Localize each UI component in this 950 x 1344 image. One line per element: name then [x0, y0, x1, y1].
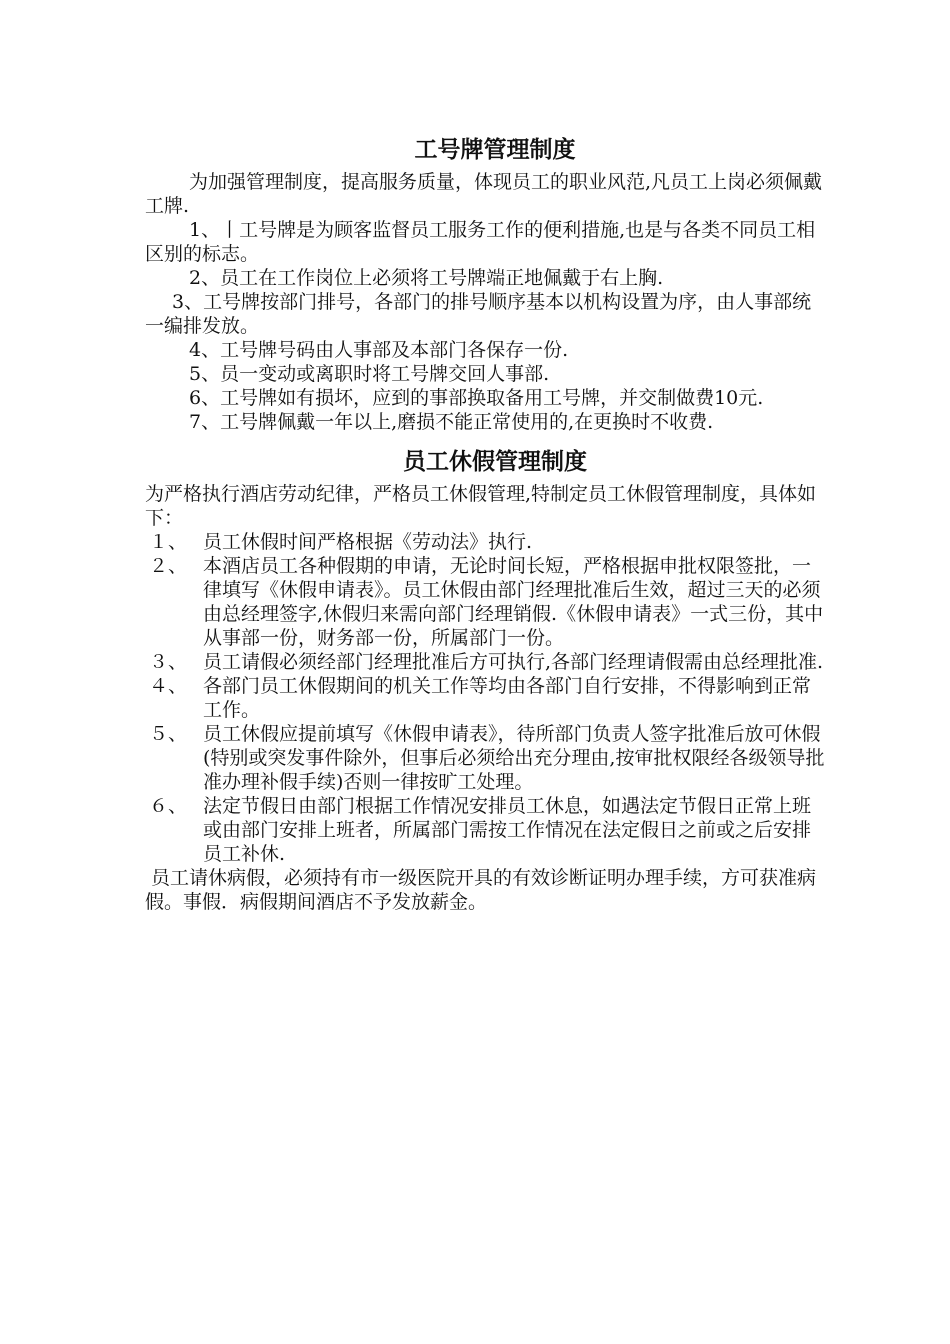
- badge-policy-item-3: 3、工号牌按部门排号，各部门的排号顺序基本以机构设置为序，由人事部统一编排发放。: [145, 291, 812, 337]
- list-item: [145, 530, 825, 554]
- badge-policy-item-5: 5、员一变动或离职时将工号牌交回人事部.: [189, 363, 550, 385]
- badge-policy-title: 工号牌管理制度: [414, 137, 576, 163]
- leave-policy-list: [145, 530, 825, 866]
- leave-policy-intro: 为严格执行酒店劳动纪律，严格员工休假管理,特制定员工休假管理制度，具体如下：: [145, 483, 817, 529]
- badge-policy-item-7: 7、工号牌佩戴一年以上,磨损不能正常使用的,在更换时不收费.: [189, 411, 714, 433]
- list-item: [145, 794, 825, 866]
- list-item-number: ６、: [149, 795, 188, 817]
- leave-policy-closing: 员工请休病假，必须持有市一级医院开具的有效诊断证明办理手续，方可获准病假。事假．病假期间酒店不予发放薪金。: [145, 867, 817, 913]
- leave-policy-title: 员工休假管理制度: [403, 449, 587, 475]
- badge-policy-item-6: 6、工号牌如有损坏，应到的事部换取备用工号牌，并交制做费10元.: [189, 387, 764, 409]
- list-item-text: 法定节假日由部门根据工作情况安排员工休息，如遇法定节假日正常上班或由部门安排上班者，所属部门需按工作情况在法定假日之前或之后安排员工补休.: [203, 795, 812, 865]
- list-item-text: 员工休假时间严格根据《劳动法》执行.: [203, 531, 533, 553]
- list-item: [145, 674, 825, 722]
- list-item-number: ５、: [149, 723, 188, 745]
- document-page: [145, 130, 825, 914]
- list-item-number: ２、: [149, 555, 188, 577]
- list-item-number: ３、: [149, 651, 188, 673]
- list-item: [145, 650, 825, 674]
- badge-policy-item-4: 4、工号牌号码由人事部及本部门各保存一份.: [189, 339, 569, 361]
- list-item-text: 本酒店员工各种假期的申请，无论时间长短，严格根据申批权限签批，一律填写《休假申请表》。员工休假由部门经理批准后生效，超过三天的必须由总经理签字,休假归来需向部门经理销假.《休假申请表》一式三份，其中从事部一份，财务部一份，所属部门一份。: [203, 555, 824, 649]
- list-item: [145, 554, 825, 650]
- list-item-text: 员工休假应提前填写《休假申请表》，待所部门负责人签字批准后放可休假(特别或突发事件除外，但事后必须给出充分理由,按审批权限经各级领导批准办理补假手续)否则一律按旷工处理。: [203, 723, 825, 793]
- list-item-number: １、: [149, 531, 188, 553]
- list-item: [145, 722, 825, 794]
- list-item-text: 员工请假必须经部门经理批准后方可执行,各部门经理请假需由总经理批准.: [203, 651, 824, 673]
- badge-policy-item-1: 1、丨工号牌是为顾客监督员工服务工作的便利措施,也是与各类不同员工相区别的标志。: [145, 219, 816, 265]
- list-item-number: ４、: [149, 675, 188, 697]
- badge-policy-intro: 为加强管理制度，提高服务质量，体现员工的职业风范,凡员工上岗必须佩戴工牌.: [145, 171, 823, 217]
- list-item-text: 各部门员工休假期间的机关工作等均由各部门自行安排，不得影响到正常工作。: [203, 675, 812, 721]
- badge-policy-item-2: 2、员工在工作岗位上必须将工号牌端正地佩戴于右上胸.: [189, 267, 664, 289]
